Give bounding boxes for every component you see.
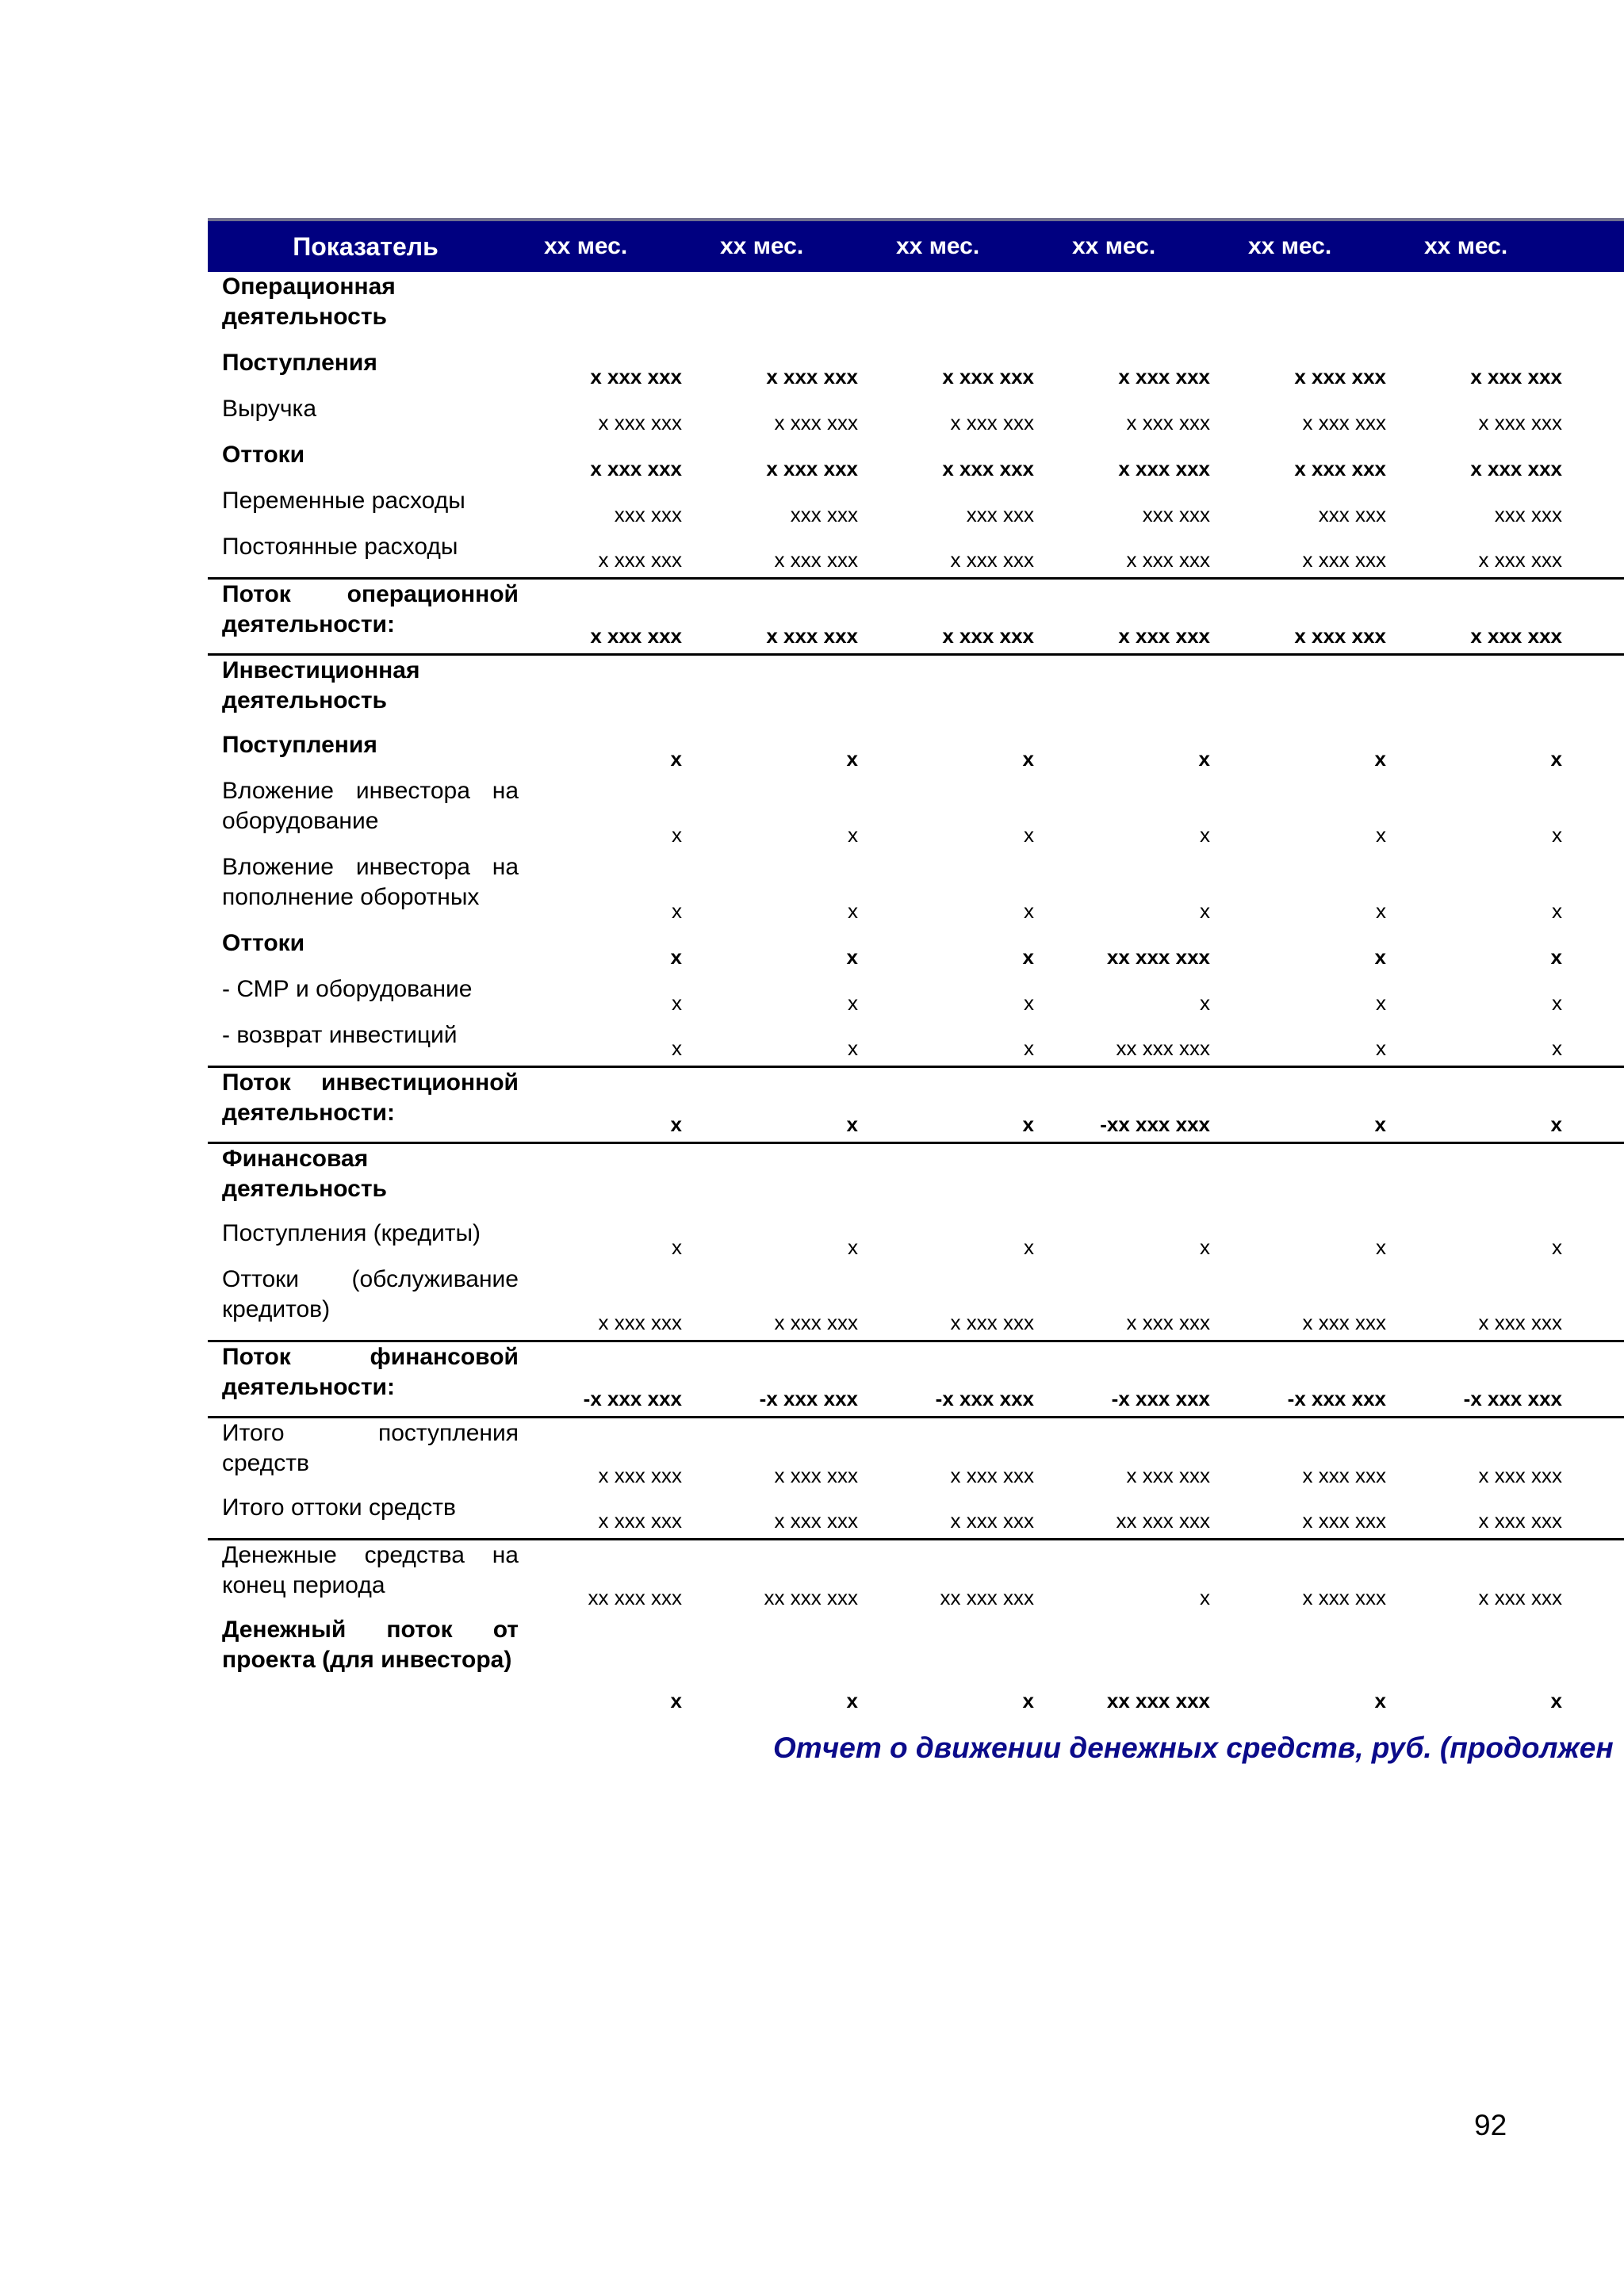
column-header-month: хх мес. — [1228, 220, 1404, 272]
value-cell: х — [848, 899, 858, 923]
row-label: - возврат инвестиций — [222, 1022, 458, 1048]
value-cell: х — [1228, 1020, 1404, 1066]
value-cell: х — [846, 945, 858, 969]
value-cell — [1228, 654, 1404, 730]
value-cell: х ххх ххх — [590, 457, 682, 480]
row-label-cell — [208, 1020, 523, 1066]
value-cell: хх ххх ххх — [1106, 945, 1210, 969]
value-cell — [1051, 654, 1228, 730]
value-cell: х — [523, 1066, 699, 1142]
value-cell: ххх ххх — [1318, 503, 1386, 526]
row-label: Поступления — [222, 732, 377, 758]
value-cell: х ххх ххх — [1302, 1464, 1386, 1487]
value-cell: х ххх ххх — [942, 365, 1034, 388]
value-cell: х ххх ххх — [1228, 1493, 1404, 1539]
row-label-cell — [208, 654, 523, 730]
row-label-cell — [208, 486, 523, 532]
overflow-cell — [1580, 1417, 1624, 1493]
table-row — [208, 1417, 1624, 1493]
value-cell: х — [1024, 899, 1034, 923]
table-row — [208, 1066, 1624, 1142]
table-row — [208, 272, 1624, 348]
column-header-month: хх мес. — [523, 220, 699, 272]
value-cell: х ххх ххх — [766, 365, 858, 388]
page-number: 92 — [1474, 2109, 1507, 2141]
row-label: - СМР и оборудование — [222, 976, 473, 1002]
value-cell: х ххх ххх — [523, 1265, 699, 1341]
table-body — [208, 272, 1624, 1718]
value-cell: х — [699, 1066, 875, 1142]
value-cell: х ххх ххх — [1051, 1265, 1228, 1341]
row-label-cell — [208, 272, 523, 348]
value-cell: х — [1550, 1689, 1562, 1712]
row-label: Переменные расходы — [222, 488, 465, 514]
value-cell: х ххх ххх — [774, 411, 858, 434]
value-cell: х — [875, 1020, 1051, 1066]
overflow-cell — [1580, 776, 1624, 852]
row-label-cell — [208, 974, 523, 1020]
value-cell — [699, 272, 875, 348]
row-label-cell — [208, 1493, 523, 1539]
column-header-month: хх мес. — [1051, 220, 1228, 272]
value-cell: х ххх ххх — [1228, 532, 1404, 578]
value-cell: х — [672, 991, 682, 1015]
value-cell — [1404, 1142, 1580, 1219]
overflow-cell — [1580, 730, 1624, 776]
table-row — [208, 1493, 1624, 1539]
row-label-cell — [208, 1615, 523, 1718]
overflow-cell — [1580, 348, 1624, 394]
value-cell: -х ххх ххх — [699, 1341, 875, 1417]
table-row — [208, 348, 1624, 394]
value-cell: х — [1552, 991, 1562, 1015]
table-row — [208, 532, 1624, 578]
column-header-month: хх мес. — [699, 220, 875, 272]
table-row — [208, 1539, 1624, 1615]
value-cell: х — [1552, 823, 1562, 847]
value-cell: х — [1024, 991, 1034, 1015]
table-row — [208, 486, 1624, 532]
value-cell: х — [875, 1066, 1051, 1142]
value-cell: х — [672, 823, 682, 847]
value-cell: х ххх ххх — [875, 532, 1051, 578]
overflow-cell — [1580, 1539, 1624, 1615]
value-cell — [1404, 272, 1580, 348]
value-cell: х — [1552, 899, 1562, 923]
row-label: Операционная деятельность — [222, 274, 396, 330]
value-cell: х ххх ххх — [942, 457, 1034, 480]
value-cell: -х ххх ххх — [523, 1341, 699, 1417]
value-cell: х ххх ххх — [1404, 578, 1580, 654]
value-cell: х ххх ххх — [1126, 411, 1210, 434]
row-label-cell — [208, 532, 523, 578]
table-row — [208, 776, 1624, 852]
overflow-cell — [1580, 440, 1624, 486]
overflow-cell — [1580, 928, 1624, 974]
row-label-cell — [208, 1341, 523, 1417]
row-label: Постоянные расходы — [222, 534, 458, 560]
row-label: Денежный поток от проекта (для инвестора) — [222, 1617, 519, 1673]
value-cell: хх ххх ххх — [1051, 1020, 1228, 1066]
value-cell: х — [1376, 1235, 1386, 1259]
row-label-cell — [208, 394, 523, 440]
row-label-cell — [208, 1265, 523, 1341]
value-cell: х — [672, 899, 682, 923]
value-cell: х ххх ххх — [699, 578, 875, 654]
value-cell — [699, 1142, 875, 1219]
cash-flow-table — [208, 218, 1624, 1718]
value-cell: х — [672, 1235, 682, 1259]
row-label: Выручка — [222, 396, 317, 422]
value-cell: х ххх ххх — [598, 1464, 682, 1487]
row-label-cell — [208, 852, 523, 928]
value-cell: х ххх ххх — [1478, 1464, 1562, 1487]
table-row — [208, 1615, 1624, 1718]
row-label-cell — [208, 1219, 523, 1265]
value-cell: -х ххх ххх — [1404, 1341, 1580, 1417]
table-row — [208, 928, 1624, 974]
value-cell: х ххх ххх — [766, 457, 858, 480]
table-row — [208, 852, 1624, 928]
value-cell: х ххх ххх — [1302, 411, 1386, 434]
value-cell: х — [1200, 823, 1210, 847]
row-label: Итого поступления средств — [222, 1419, 519, 1476]
column-header-month: хх мес. — [1404, 220, 1580, 272]
table-row — [208, 578, 1624, 654]
value-cell: х ххх ххх — [1118, 365, 1210, 388]
value-cell — [523, 654, 699, 730]
value-cell: х ххх ххх — [875, 1265, 1051, 1341]
value-cell: х — [1022, 1689, 1034, 1712]
value-cell: х — [1550, 747, 1562, 771]
value-cell: -х ххх ххх — [1051, 1341, 1228, 1417]
value-cell: х ххх ххх — [1478, 411, 1562, 434]
row-label: Поток операционной деятельности: — [222, 580, 519, 637]
value-cell — [1051, 1142, 1228, 1219]
value-cell: х — [1550, 945, 1562, 969]
table-header-row — [208, 220, 1624, 272]
value-cell: х ххх ххх — [1118, 457, 1210, 480]
value-cell: х ххх ххх — [523, 578, 699, 654]
value-cell: х ххх ххх — [699, 1493, 875, 1539]
value-cell: х ххх ххх — [950, 411, 1034, 434]
table-row — [208, 974, 1624, 1020]
value-cell: х — [1376, 823, 1386, 847]
value-cell: х — [1376, 991, 1386, 1015]
value-cell: х — [1552, 1235, 1562, 1259]
value-cell: х — [1374, 945, 1386, 969]
value-cell: х ххх ххх — [1404, 1265, 1580, 1341]
row-label: Поток инвестиционной деятельности: — [222, 1069, 519, 1126]
value-cell: х ххх ххх — [1126, 1464, 1210, 1487]
value-cell: х — [848, 991, 858, 1015]
column-header-month: хх мес. — [875, 220, 1051, 272]
value-cell — [523, 272, 699, 348]
row-label: Вложение инвестора на оборудование — [222, 778, 519, 834]
overflow-cell — [1580, 1066, 1624, 1142]
overflow-cell — [1580, 532, 1624, 578]
row-label-cell — [208, 1539, 523, 1615]
row-label: Оттоки — [222, 930, 305, 956]
value-cell: х — [523, 1020, 699, 1066]
value-cell: х — [848, 1235, 858, 1259]
table-row — [208, 1265, 1624, 1341]
overflow-cell — [1580, 1219, 1624, 1265]
table-row — [208, 654, 1624, 730]
value-cell: х — [848, 823, 858, 847]
value-cell: х ххх ххх — [1294, 457, 1386, 480]
value-cell — [1404, 654, 1580, 730]
row-label: Финансовая деятельность — [222, 1145, 387, 1202]
value-cell: х ххх ххх — [1051, 532, 1228, 578]
value-cell: х — [1374, 1689, 1386, 1712]
value-cell: х — [670, 945, 682, 969]
value-cell — [1228, 272, 1404, 348]
value-cell: х ххх ххх — [590, 365, 682, 388]
value-cell: х ххх ххх — [598, 411, 682, 434]
value-cell: х — [846, 1689, 858, 1712]
value-cell — [523, 1142, 699, 1219]
overflow-cell — [1580, 1615, 1624, 1718]
table-row — [208, 440, 1624, 486]
value-cell: х ххх ххх — [1470, 457, 1562, 480]
overflow-cell — [1580, 852, 1624, 928]
row-label: Поступления — [222, 350, 377, 376]
overflow-cell — [1580, 486, 1624, 532]
overflow-cell — [1580, 654, 1624, 730]
row-label: Оттоки (обслуживание кредитов) — [222, 1266, 519, 1322]
table-row — [208, 1219, 1624, 1265]
value-cell: х ххх ххх — [1404, 1493, 1580, 1539]
value-cell — [875, 272, 1051, 348]
value-cell: х ххх ххх — [1051, 578, 1228, 654]
overflow-cell — [1580, 1142, 1624, 1219]
value-cell: х ххх ххх — [875, 1493, 1051, 1539]
value-cell: х ххх ххх — [1228, 578, 1404, 654]
value-cell: х ххх ххх — [699, 532, 875, 578]
row-label: Денежные средства на конец периода — [222, 1541, 519, 1598]
value-cell: хх ххх ххх — [764, 1586, 858, 1609]
value-cell: х — [1200, 1235, 1210, 1259]
row-label: Инвестиционная деятельность — [222, 656, 420, 714]
value-cell: х — [1404, 1020, 1580, 1066]
value-cell: х — [1200, 991, 1210, 1015]
value-cell: х — [1404, 1066, 1580, 1142]
cash-flow-table-container — [208, 218, 1624, 1718]
value-cell: х — [1200, 899, 1210, 923]
table-row — [208, 1341, 1624, 1417]
value-cell: -хх ххх ххх — [1051, 1066, 1228, 1142]
value-cell: х ххх ххх — [950, 1464, 1034, 1487]
value-cell — [1051, 272, 1228, 348]
value-cell: х — [1024, 823, 1034, 847]
column-header-indicator: Показатель — [208, 220, 523, 272]
table-row — [208, 1020, 1624, 1066]
table-row — [208, 730, 1624, 776]
value-cell: -х ххх ххх — [1228, 1341, 1404, 1417]
table-caption: Отчет о движении денежных средств, руб. (продолжен — [773, 1732, 1614, 1764]
row-label-cell — [208, 440, 523, 486]
overflow-cell — [1580, 578, 1624, 654]
value-cell: ххх ххх — [790, 503, 858, 526]
value-cell: х ххх ххх — [875, 578, 1051, 654]
overflow-cell — [1580, 1341, 1624, 1417]
row-label: Оттоки — [222, 442, 305, 468]
value-cell: х — [1376, 899, 1386, 923]
overflow-cell — [1580, 1265, 1624, 1341]
value-cell: х ххх ххх — [699, 1265, 875, 1341]
row-label-cell — [208, 348, 523, 394]
value-cell: х — [670, 1689, 682, 1712]
row-label: Поток финансовой деятельности: — [222, 1343, 519, 1400]
value-cell: х — [1022, 747, 1034, 771]
value-cell: х ххх ххх — [523, 532, 699, 578]
value-cell: х — [670, 747, 682, 771]
value-cell — [875, 1142, 1051, 1219]
table-row — [208, 1142, 1624, 1219]
row-label: Поступления (кредиты) — [222, 1220, 481, 1246]
row-label-cell — [208, 578, 523, 654]
overflow-cell — [1580, 272, 1624, 348]
value-cell: ххх ххх — [966, 503, 1034, 526]
row-label-cell — [208, 1417, 523, 1493]
overflow-cell — [1580, 1493, 1624, 1539]
value-cell: х — [1374, 747, 1386, 771]
value-cell: х ххх ххх — [1404, 532, 1580, 578]
column-header-overflow — [1580, 220, 1624, 272]
value-cell: х — [1228, 1066, 1404, 1142]
value-cell: х — [1200, 1586, 1210, 1609]
value-cell — [699, 654, 875, 730]
value-cell: х — [1022, 945, 1034, 969]
value-cell: хх ххх ххх — [588, 1586, 682, 1609]
value-cell: ххх ххх — [614, 503, 682, 526]
value-cell: хх ххх ххх — [1051, 1493, 1228, 1539]
row-label-cell — [208, 1142, 523, 1219]
row-label-cell — [208, 928, 523, 974]
value-cell: х ххх ххх — [523, 1493, 699, 1539]
value-cell: х ххх ххх — [1470, 365, 1562, 388]
row-label-cell — [208, 1066, 523, 1142]
value-cell — [875, 654, 1051, 730]
overflow-cell — [1580, 974, 1624, 1020]
overflow-cell — [1580, 394, 1624, 440]
value-cell: х — [1024, 1235, 1034, 1259]
value-cell: хх ххх ххх — [1106, 1689, 1210, 1712]
overflow-cell — [1580, 1020, 1624, 1066]
row-label: Итого оттоки средств — [222, 1494, 456, 1521]
value-cell: х — [846, 747, 858, 771]
row-label-cell — [208, 730, 523, 776]
value-cell: х — [699, 1020, 875, 1066]
value-cell: ххх ххх — [1142, 503, 1210, 526]
table-row — [208, 394, 1624, 440]
value-cell — [1228, 1142, 1404, 1219]
value-cell: х — [1198, 747, 1210, 771]
value-cell: хх ххх ххх — [940, 1586, 1034, 1609]
value-cell: х ххх ххх — [1302, 1586, 1386, 1609]
value-cell: х ххх ххх — [1294, 365, 1386, 388]
row-label-cell — [208, 776, 523, 852]
value-cell: -х ххх ххх — [875, 1341, 1051, 1417]
row-label: Вложение инвестора на пополнение оборотных — [222, 854, 519, 910]
value-cell: х ххх ххх — [1478, 1586, 1562, 1609]
value-cell: х ххх ххх — [1228, 1265, 1404, 1341]
value-cell: ххх ххх — [1494, 503, 1562, 526]
value-cell: х ххх ххх — [774, 1464, 858, 1487]
